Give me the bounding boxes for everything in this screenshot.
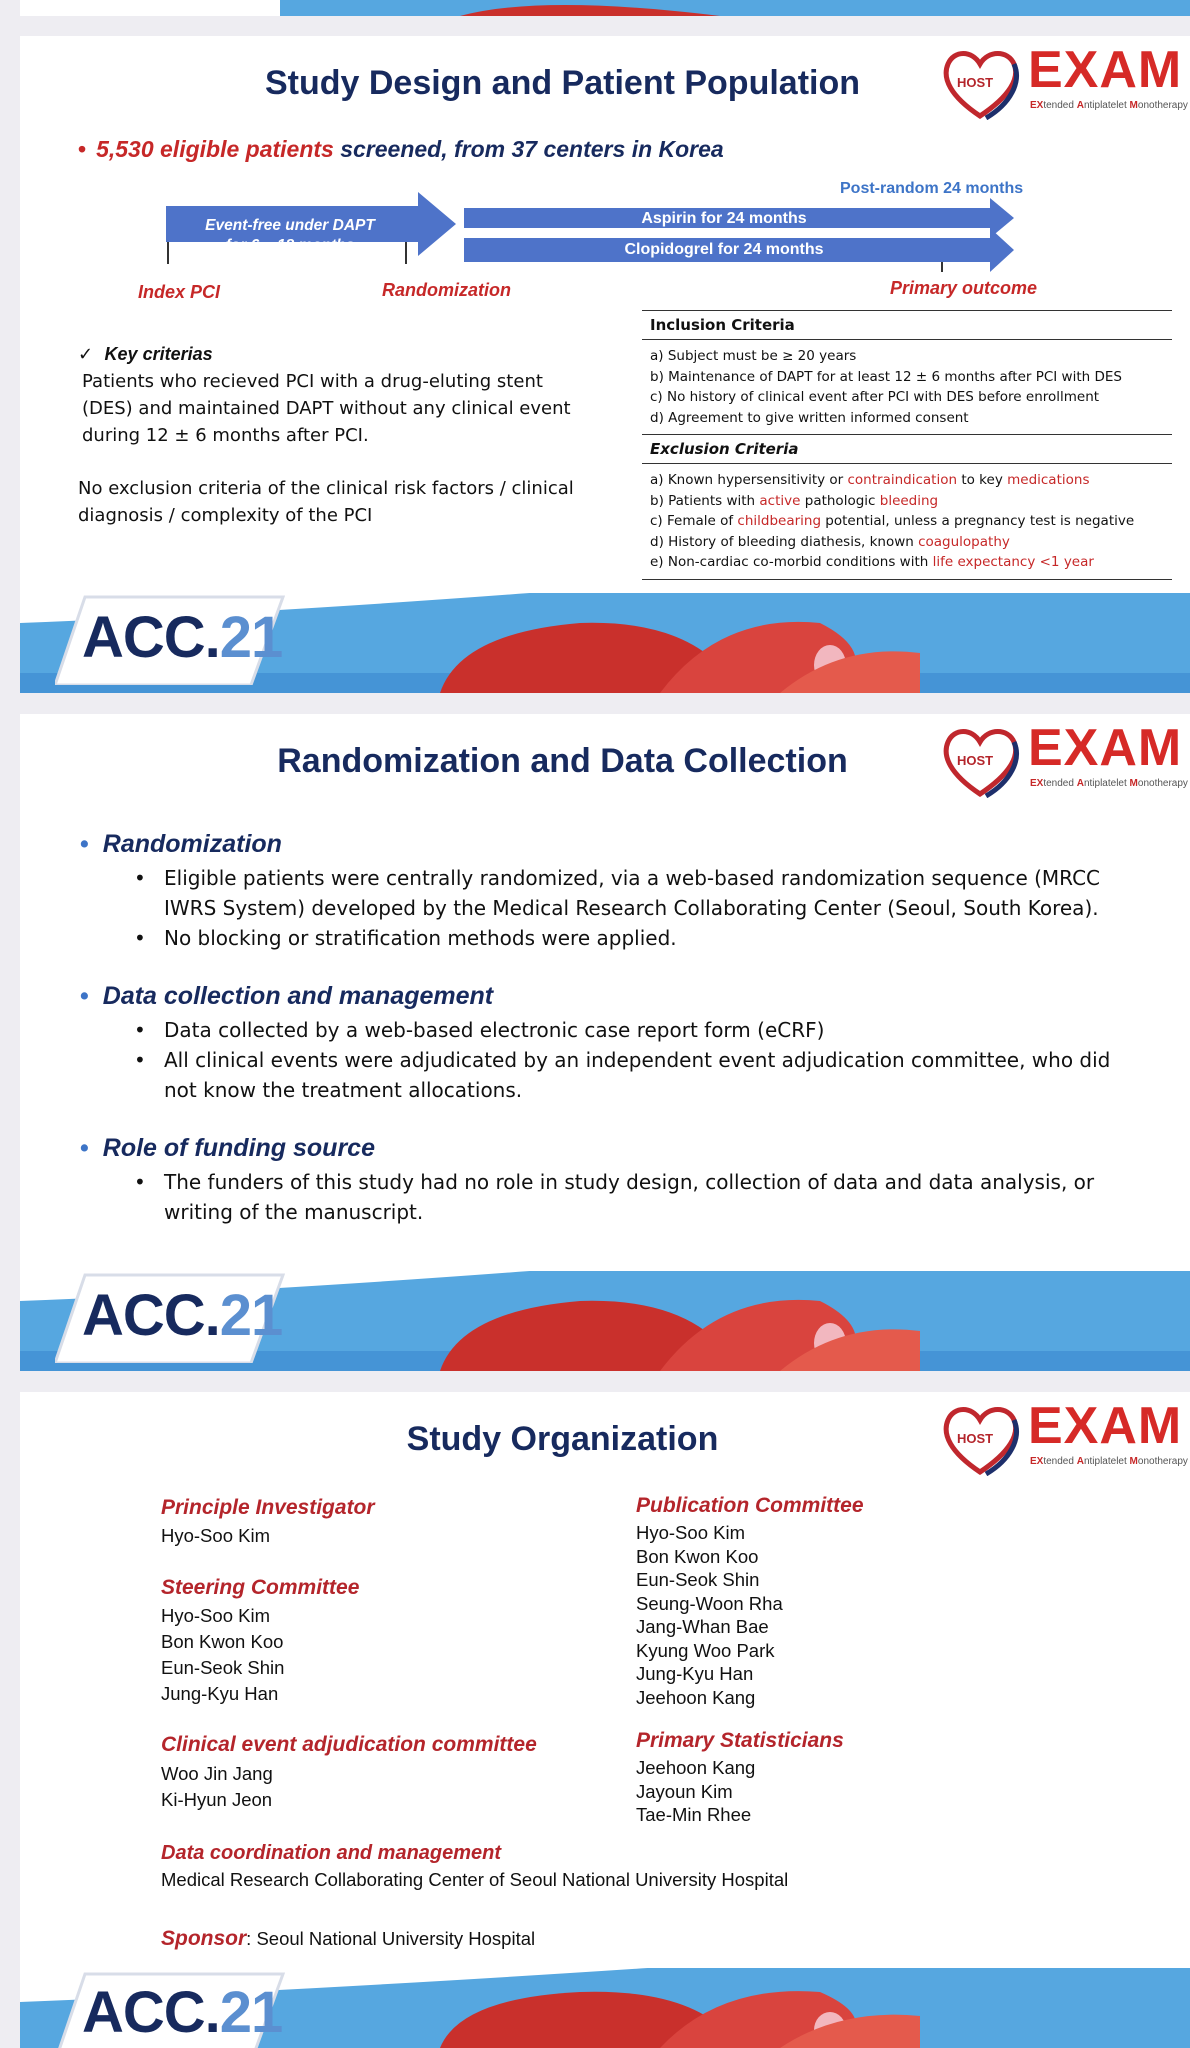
list-item: Ki-Hyun Jeon — [161, 1789, 273, 1810]
exam-wordmark: EXAM — [1028, 719, 1183, 777]
list-item: Eun-Seok Shin — [161, 1657, 285, 1678]
list-item: • Data collected by a web-based electronic case report form (eCRF) — [134, 1015, 1140, 1045]
slide-title: Study Organization — [406, 1420, 719, 1458]
exclusion-title: Exclusion Criteria — [650, 440, 799, 458]
exclusion-list — [642, 464, 1172, 579]
list-item: a) Known hypersensitivity or contraindication to key medications — [650, 472, 1090, 488]
list-item: Jayoun Kim — [636, 1780, 733, 1802]
bullet: • — [78, 136, 87, 162]
list-item: Kyung Woo Park — [636, 1639, 775, 1661]
adjudication-committee-list — [161, 1761, 273, 1813]
section-heading: • Randomization — [80, 830, 282, 858]
primary-outcome-label: Primary outcome — [890, 278, 1038, 298]
sponsor-heading: Sponsor — [161, 1927, 247, 1950]
key-criteria-block — [78, 341, 598, 529]
list-item: Eun-Seok Shin — [636, 1569, 760, 1590]
principal-investigator-heading: Principle Investigator — [161, 1496, 375, 1519]
list-item: Seung-Woon Rha — [636, 1592, 783, 1614]
sponsor-line — [161, 1927, 535, 1951]
index-pci-label: Index PCI — [138, 282, 221, 302]
section-randomization — [80, 830, 1140, 953]
host-label: HOST — [957, 1431, 994, 1446]
acc21-logo: ACC.21 — [82, 605, 283, 670]
list-item: Bon Kwon Koo — [636, 1545, 759, 1567]
publication-committee-heading: Publication Committee — [636, 1494, 864, 1517]
section-list — [134, 863, 1140, 953]
exam-logo — [940, 719, 1188, 798]
data-coordination-list — [161, 1868, 788, 1892]
list-item: Jeehoon Kang — [636, 1757, 756, 1778]
check-icon: ✓ — [78, 344, 94, 365]
slide-study-organization — [20, 1392, 1190, 2048]
exam-subtitle: EXtended Antiplatelet Monotherapy — [1030, 1456, 1188, 1467]
list-item: b) Patients with active pathologic bleeding — [650, 492, 939, 509]
list-item: b) Maintenance of DAPT for at least 12 ± 6 months after PCI with DES — [650, 368, 1122, 385]
exam-wordmark: EXAM — [1028, 1397, 1183, 1455]
section-data-collection — [80, 982, 1140, 1105]
exam-subtitle: EXtended Antiplatelet Monotherapy — [1030, 100, 1188, 111]
list-item: • All clinical events were adjudicated by an independent event adjudication committee, who did not know the treatment allocations. — [134, 1045, 1140, 1105]
list-item: Hyo-Soo Kim — [636, 1522, 745, 1543]
exam-logo — [940, 41, 1188, 120]
list-item: c) No history of clinical event after PCI with DES before enrollment — [650, 389, 1100, 405]
list-item: d) Agreement to give written informed consent — [650, 409, 969, 426]
list-item: Hyo-Soo Kim — [161, 1605, 270, 1626]
sponsor-value: : Seoul National University Hospital — [246, 1928, 536, 1949]
previous-slide-footer-strip — [20, 0, 1190, 16]
list-item: Bon Kwon Koo — [161, 1631, 284, 1652]
clopidogrel-label: Clopidogrel for 24 months — [624, 241, 824, 258]
section-list — [134, 1015, 1140, 1105]
primary-statisticians-heading: Primary Statisticians — [636, 1729, 844, 1752]
list-item: d) History of bleeding diathesis, known coagulopathy — [650, 533, 1010, 550]
acc21-logo: ACC.21 — [82, 1283, 283, 1348]
key-criteria-text: Patients who recieved PCI with a drug-eluting stent (DES) and maintained DAPT without any clinical event during 12 ± 6 months after PCI. — [82, 371, 571, 446]
section-list — [134, 1167, 1140, 1227]
section-heading: • Data collection and management — [80, 982, 494, 1010]
list-item: Jung-Kyu Han — [161, 1683, 279, 1704]
inclusion-list — [642, 340, 1172, 434]
list-item: Jeehoon Kang — [636, 1686, 756, 1708]
list-item: Tae-Min Rhee — [636, 1804, 752, 1825]
list-item: • Eligible patients were centrally randomized, via a web-based randomization sequence (MRCC IWRS System) developed by the Medical Research Collaborating Center (Seoul, South Korea). — [134, 863, 1140, 923]
randomization-label: Randomization — [382, 280, 511, 300]
slide-title: Randomization and Data Collection — [277, 742, 848, 780]
slide-study-design — [20, 36, 1190, 693]
slide-footer — [20, 1271, 1190, 1371]
adjudication-committee-heading: Clinical event adjudication committee — [161, 1733, 537, 1756]
host-label: HOST — [957, 753, 994, 768]
list-item: Jang-Whan Bae — [636, 1616, 769, 1637]
steering-committee-heading: Steering Committee — [161, 1576, 360, 1599]
key-criteria-title: Key criterias — [104, 344, 213, 364]
aspirin-label: Aspirin for 24 months — [641, 210, 807, 227]
publication-committee-list — [636, 1521, 783, 1709]
slide-footer — [20, 1968, 1190, 2048]
previous-slide-footer-art — [20, 0, 1190, 16]
inclusion-title: Inclusion Criteria — [650, 316, 795, 334]
criteria-table — [642, 310, 1172, 580]
list-item: a) Subject must be ≥ 20 years — [650, 348, 857, 364]
post-random-label: Post-random 24 months — [840, 180, 1024, 197]
list-item: Medical Research Collaborating Center of Seoul National University Hospital — [161, 1869, 789, 1890]
exam-logo — [940, 1397, 1188, 1476]
steering-committee-list — [161, 1603, 284, 1707]
list-item: • The funders of this study had no role in study design, collection of data and data analysis, or writing of the manuscript. — [134, 1167, 1140, 1227]
data-coordination-heading: Data coordination and management — [161, 1842, 502, 1864]
section-heading: • Role of funding source — [80, 1134, 375, 1162]
list-item: Hyo-Soo Kim — [161, 1525, 270, 1546]
slide-title: Study Design and Patient Population — [264, 64, 861, 102]
slide-footer — [20, 593, 1190, 693]
patients-headline: • 5,530 eligible patients screened, from 37 centers in Korea — [78, 136, 724, 162]
list-item: e) Non-cardiac co-morbid conditions with life expectancy <1 year — [650, 554, 1094, 570]
list-item: Woo Jin Jang — [161, 1763, 273, 1784]
host-label: HOST — [957, 75, 994, 90]
acc21-logo: ACC.21 — [82, 1980, 283, 2045]
exam-subtitle: EXtended Antiplatelet Monotherapy — [1030, 778, 1188, 789]
slide-randomization — [20, 714, 1190, 1371]
section-funding — [80, 1134, 1140, 1227]
principal-investigator-list — [161, 1524, 270, 1548]
primary-statisticians-list — [636, 1756, 755, 1827]
list-item: c) Female of childbearing potential, unless a pregnancy test is negative — [650, 513, 1135, 529]
list-item: • No blocking or stratification methods were applied. — [134, 923, 1140, 953]
event-free-label: Event-free under DAPT for 6 ~ 18 months — [205, 217, 375, 254]
list-item: Jung-Kyu Han — [636, 1663, 754, 1684]
exam-wordmark: EXAM — [1028, 41, 1183, 99]
exclusion-note: No exclusion criteria of the clinical risk factors / clinical diagnosis / complexity of the PCI — [78, 478, 574, 526]
